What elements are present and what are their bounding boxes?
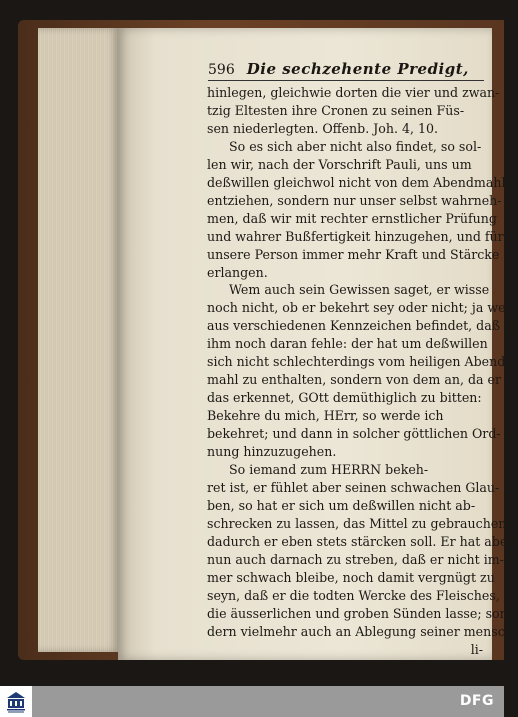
text-line: ihm noch daran fehle: der hat um deßwillen	[207, 336, 488, 352]
text-line: Bekehre du mich, HErr, so werde ich	[207, 408, 444, 424]
page-text	[207, 84, 518, 659]
text-line: ret ist, er fühlet aber seinen schwachen Glau-	[207, 479, 500, 495]
building-icon	[5, 690, 27, 714]
text-line: men, daß wir mit rechter ernstlicher Prüfung	[207, 210, 497, 226]
franckesche-stiftungen-logo[interactable]	[0, 686, 32, 717]
text-line: das erkennet, GOtt demüthiglich zu bitten:	[207, 390, 482, 406]
text-line: sen niederlegten. Offenb. Joh. 4, 10.	[207, 120, 439, 136]
text-line: bekehret; und dann in solcher göttlichen Ord-	[207, 426, 501, 442]
page-number: 596	[208, 62, 235, 78]
text-line: Wem auch sein Gewissen saget, er wisse	[229, 282, 490, 298]
text-line: entziehen, sondern nur unser selbst wahrneh-	[207, 192, 502, 208]
text-line: nun auch darnach zu streben, daß er nicht im-	[207, 551, 504, 567]
text-line: sich nicht schlechterdings vom heiligen Abend-	[207, 354, 510, 370]
text-line: noch nicht, ob er bekehrt sey oder nicht; ja wer	[207, 300, 512, 316]
text-line: hinlegen, gleichwie dorten die vier und zwan-	[207, 85, 500, 100]
text-line: erlangen.	[207, 264, 268, 280]
text-line: seyn, daß er die todten Wercke des Fleisches,	[207, 587, 500, 603]
text-line: So es sich aber nicht also findet, so sol-	[229, 138, 482, 154]
text-line: aus verschiedenen Kennzeichen befindet, daß es	[207, 318, 518, 334]
page-edges	[38, 28, 120, 652]
text-line: So iemand zum HERRN bekeh-	[229, 462, 429, 478]
text-line: deßwillen gleichwol nicht von dem Abendmahl	[207, 174, 506, 190]
running-head: Die sechzehente Predigt,	[246, 60, 469, 78]
page-header	[208, 60, 484, 81]
text-line: mer schwach bleibe, noch damit vergnügt zu	[207, 569, 495, 585]
text-line: len wir, nach der Vorschrift Pauli, uns um	[207, 156, 472, 172]
text-line: tzig Eltesten ihre Cronen zu seinen Füs-	[207, 102, 465, 118]
text-line: dadurch er eben stets stärcken soll. Er hat aber	[207, 533, 514, 549]
text-line: unsere Person immer mehr Kraft und Stärcke	[207, 246, 500, 262]
text-line: schrecken zu lassen, das Mittel zu gebrauchen,	[207, 515, 511, 531]
text-line: die äusserlichen und groben Sünden lasse; son-	[207, 605, 512, 621]
catchword: li-	[470, 641, 483, 657]
text-line: und wahrer Bußfertigkeit hinzugehen, und für	[207, 228, 504, 244]
text-line: ben, so hat er sich um deßwillen nicht ab-	[207, 497, 476, 513]
viewer-footer	[0, 686, 504, 717]
text-line: dern vielmehr auch an Ablegung seiner mensch-	[207, 623, 518, 639]
text-line: mahl zu enthalten, sondern von dem an, da er	[207, 372, 501, 388]
dfg-logo[interactable]: DFG	[459, 693, 494, 709]
text-line: nung hinzuzugehen.	[207, 444, 337, 460]
